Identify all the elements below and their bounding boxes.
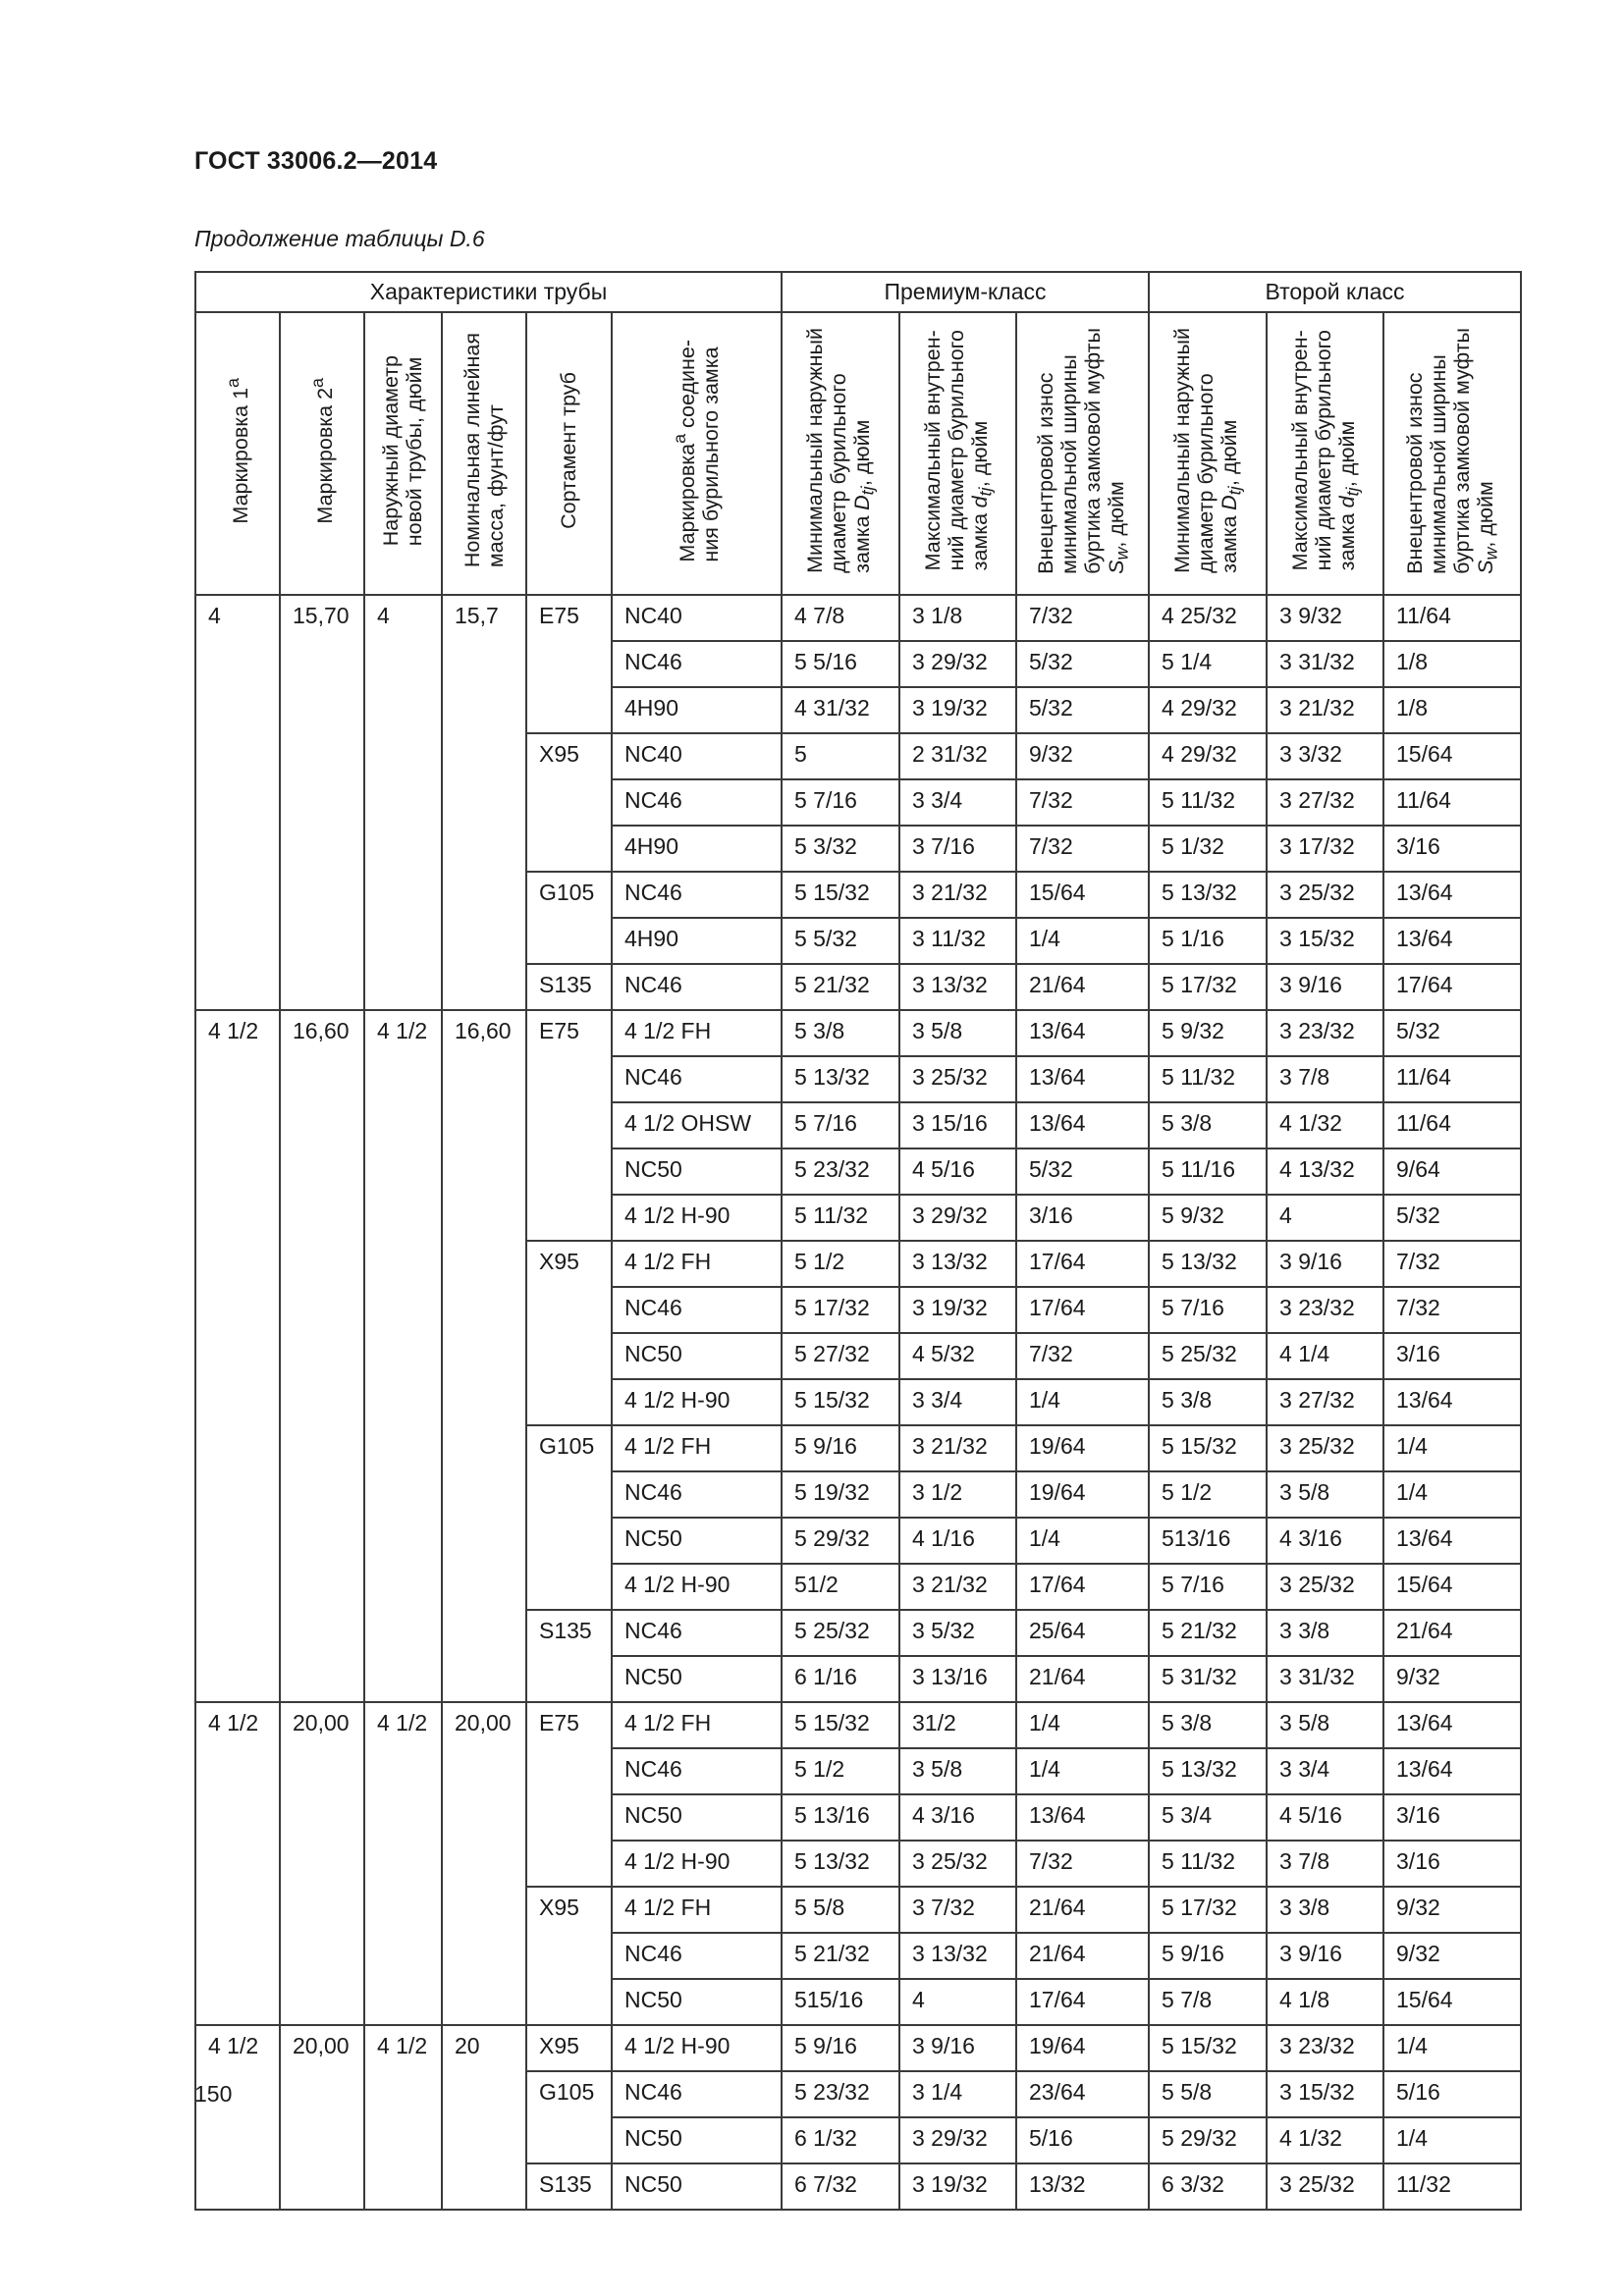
grade-cell: S135 — [526, 1610, 612, 1702]
value-cell: 5 3/8 — [1149, 1379, 1267, 1425]
value-cell: 1/4 — [1016, 1702, 1149, 1748]
value-cell: 4 3/16 — [1267, 1518, 1383, 1564]
data-table — [194, 271, 1522, 2211]
value-cell: 5 13/32 — [1149, 1748, 1267, 1794]
marking-1-cell: 4 1/2 — [195, 2025, 280, 2210]
outer-diameter-cell: 4 1/2 — [364, 1702, 442, 2025]
value-cell: 5 1/2 — [782, 1241, 899, 1287]
outer-diameter-cell: 4 1/2 — [364, 2025, 442, 2210]
value-cell: 1/4 — [1016, 1379, 1149, 1425]
value-cell: 6 1/16 — [782, 1656, 899, 1702]
value-cell: 9/32 — [1383, 1887, 1521, 1933]
value-cell: 5 15/32 — [1149, 2025, 1267, 2071]
value-cell: 1/4 — [1016, 1748, 1149, 1794]
value-cell: 13/64 — [1383, 1518, 1521, 1564]
value-cell: 4 3/16 — [899, 1794, 1016, 1841]
value-cell: 5/32 — [1016, 641, 1149, 687]
marking-2-cell: 16,60 — [280, 1010, 364, 1702]
value-cell: 3 27/32 — [1267, 1379, 1383, 1425]
value-cell: 5 13/32 — [1149, 872, 1267, 918]
value-cell: 3 19/32 — [899, 2163, 1016, 2210]
connection-cell: NC50 — [612, 2117, 782, 2163]
value-cell: 9/32 — [1383, 1933, 1521, 1979]
value-cell: 3 5/32 — [899, 1610, 1016, 1656]
value-cell: 3 29/32 — [899, 641, 1016, 687]
connection-cell: NC50 — [612, 1333, 782, 1379]
value-cell: 513/16 — [1149, 1518, 1267, 1564]
value-cell: 15/64 — [1383, 1979, 1521, 2025]
value-cell: 3 15/32 — [1267, 918, 1383, 964]
column-header: Внецентровой износ минимальной ширины буртика замковой муфты $S_w$, дюйм — [1016, 312, 1149, 595]
value-cell: 3 23/32 — [1267, 1010, 1383, 1056]
value-cell: 11/64 — [1383, 779, 1521, 826]
value-cell: 1/4 — [1016, 1518, 1149, 1564]
value-cell: 5 11/32 — [782, 1195, 899, 1241]
value-cell: 1/4 — [1383, 1471, 1521, 1518]
value-cell: 3 17/32 — [1267, 826, 1383, 872]
value-cell: 5 7/16 — [1149, 1564, 1267, 1610]
value-cell: 5 21/32 — [782, 1933, 899, 1979]
value-cell: 4 1/16 — [899, 1518, 1016, 1564]
value-cell: 19/64 — [1016, 1471, 1149, 1518]
column-header: Наружный диаметр новой трубы, дюйм — [364, 312, 442, 595]
connection-cell: NC46 — [612, 1287, 782, 1333]
value-cell: 3 11/32 — [899, 918, 1016, 964]
value-cell: 5 1/32 — [1149, 826, 1267, 872]
column-header: Минимальный наружный диаметр бурильного замка $D_{tj}$, дюйм — [1149, 312, 1267, 595]
value-cell: 4 5/16 — [899, 1148, 1016, 1195]
value-cell: 6 7/32 — [782, 2163, 899, 2210]
value-cell: 4 5/32 — [899, 1333, 1016, 1379]
marking-1-cell: 4 — [195, 595, 280, 1010]
value-cell: 7/32 — [1016, 1841, 1149, 1887]
value-cell: 3 9/16 — [1267, 1241, 1383, 1287]
connection-cell: 4 1/2 FH — [612, 1010, 782, 1056]
value-cell: 4 — [899, 1979, 1016, 2025]
value-cell: 17/64 — [1016, 1979, 1149, 2025]
value-cell: 6 3/32 — [1149, 2163, 1267, 2210]
connection-cell: 4H90 — [612, 918, 782, 964]
value-cell: 5 19/32 — [782, 1471, 899, 1518]
column-header: Номинальная линейная масса, фунт/фут — [442, 312, 526, 595]
value-cell: 13/64 — [1383, 1748, 1521, 1794]
value-cell: 5/16 — [1016, 2117, 1149, 2163]
value-cell: 5 15/32 — [782, 1379, 899, 1425]
value-cell: 3 13/32 — [899, 964, 1016, 1010]
value-cell: 5 7/8 — [1149, 1979, 1267, 2025]
value-cell: 3 7/8 — [1267, 1841, 1383, 1887]
value-cell: 17/64 — [1383, 964, 1521, 1010]
connection-cell: NC50 — [612, 1979, 782, 2025]
value-cell: 5 9/16 — [782, 2025, 899, 2071]
value-cell: 5 31/32 — [1149, 1656, 1267, 1702]
value-cell: 3 13/16 — [899, 1656, 1016, 1702]
value-cell: 5 1/2 — [1149, 1471, 1267, 1518]
value-cell: 3 25/32 — [1267, 2163, 1383, 2210]
value-cell: 4 29/32 — [1149, 687, 1267, 733]
value-cell: 5 9/16 — [1149, 1933, 1267, 1979]
value-cell: 17/64 — [1016, 1564, 1149, 1610]
connection-cell: NC46 — [612, 779, 782, 826]
value-cell: 13/64 — [1016, 1794, 1149, 1841]
value-cell: 4 7/8 — [782, 595, 899, 641]
value-cell: 3 31/32 — [1267, 1656, 1383, 1702]
value-cell: 3 25/32 — [1267, 1564, 1383, 1610]
linear-mass-cell: 20 — [442, 2025, 526, 2210]
value-cell: 3/16 — [1383, 1333, 1521, 1379]
outer-diameter-cell: 4 — [364, 595, 442, 1010]
value-cell: 13/64 — [1016, 1056, 1149, 1102]
linear-mass-cell: 20,00 — [442, 1702, 526, 2025]
connection-cell: 4 1/2 H-90 — [612, 1564, 782, 1610]
value-cell: 5/32 — [1016, 687, 1149, 733]
grade-cell: G105 — [526, 872, 612, 964]
value-cell: 5 7/16 — [1149, 1287, 1267, 1333]
connection-cell: NC50 — [612, 1518, 782, 1564]
value-cell: 5 11/32 — [1149, 1056, 1267, 1102]
connection-cell: 4 1/2 FH — [612, 1887, 782, 1933]
connection-cell: NC46 — [612, 964, 782, 1010]
value-cell: 3 7/32 — [899, 1887, 1016, 1933]
value-cell: 19/64 — [1016, 2025, 1149, 2071]
value-cell: 5 11/16 — [1149, 1148, 1267, 1195]
value-cell: 21/64 — [1016, 1656, 1149, 1702]
column-header: Сортамент труб — [526, 312, 612, 595]
value-cell: 1/8 — [1383, 641, 1521, 687]
value-cell: 21/64 — [1016, 1887, 1149, 1933]
value-cell: 5 15/32 — [782, 1702, 899, 1748]
value-cell: 5 25/32 — [1149, 1333, 1267, 1379]
page-number: 150 — [194, 2081, 233, 2107]
value-cell: 5 15/32 — [1149, 1425, 1267, 1471]
value-cell: 5 7/16 — [782, 779, 899, 826]
value-cell: 3/16 — [1383, 1841, 1521, 1887]
value-cell: 5 23/32 — [782, 2071, 899, 2117]
value-cell: 4 13/32 — [1267, 1148, 1383, 1195]
connection-cell: 4 1/2 FH — [612, 1702, 782, 1748]
value-cell: 51/2 — [782, 1564, 899, 1610]
value-cell: 13/64 — [1383, 1379, 1521, 1425]
value-cell: 5 5/16 — [782, 641, 899, 687]
value-cell: 13/64 — [1383, 872, 1521, 918]
value-cell: 19/64 — [1016, 1425, 1149, 1471]
value-cell: 3 1/8 — [899, 595, 1016, 641]
value-cell: 3 7/16 — [899, 826, 1016, 872]
linear-mass-cell: 15,7 — [442, 595, 526, 1010]
connection-cell: 4 1/2 FH — [612, 1241, 782, 1287]
table-caption: Продолжение таблицы D.6 — [194, 226, 485, 251]
value-cell: 3 15/32 — [1267, 2071, 1383, 2117]
value-cell: 3 15/16 — [899, 1102, 1016, 1148]
value-cell: 3 3/4 — [899, 779, 1016, 826]
column-header: Минимальный наружный диаметр бурильного замка $D_{tj}$, дюйм — [782, 312, 899, 595]
marking-1-cell: 4 1/2 — [195, 1702, 280, 2025]
value-cell: 3 5/8 — [1267, 1702, 1383, 1748]
grade-cell: S135 — [526, 2163, 612, 2210]
linear-mass-cell: 16,60 — [442, 1010, 526, 1702]
connection-cell: NC46 — [612, 1748, 782, 1794]
table-row — [195, 595, 1521, 641]
value-cell: 3 9/32 — [1267, 595, 1383, 641]
value-cell: 9/64 — [1383, 1148, 1521, 1195]
value-cell: 3 7/8 — [1267, 1056, 1383, 1102]
value-cell: 5 3/8 — [782, 1010, 899, 1056]
value-cell: 21/64 — [1383, 1610, 1521, 1656]
value-cell: 23/64 — [1016, 2071, 1149, 2117]
value-cell: 11/64 — [1383, 595, 1521, 641]
value-cell: 5 21/32 — [1149, 1610, 1267, 1656]
value-cell: 5 1/16 — [1149, 918, 1267, 964]
value-cell: 3 25/32 — [899, 1056, 1016, 1102]
value-cell: 3 21/32 — [899, 872, 1016, 918]
connection-cell: NC46 — [612, 1056, 782, 1102]
value-cell: 5 27/32 — [782, 1333, 899, 1379]
value-cell: 5 15/32 — [782, 872, 899, 918]
value-cell: 1/4 — [1016, 918, 1149, 964]
value-cell: 21/64 — [1016, 964, 1149, 1010]
value-cell: 7/32 — [1383, 1241, 1521, 1287]
value-cell: 5 3/32 — [782, 826, 899, 872]
value-cell: 3 3/32 — [1267, 733, 1383, 779]
value-cell: 5 11/32 — [1149, 1841, 1267, 1887]
value-cell: 5 29/32 — [1149, 2117, 1267, 2163]
marking-2-cell: 20,00 — [280, 1702, 364, 2025]
connection-cell: 4H90 — [612, 687, 782, 733]
marking-2-cell: 15,70 — [280, 595, 364, 1010]
value-cell: 5 29/32 — [782, 1518, 899, 1564]
outer-diameter-cell: 4 1/2 — [364, 1010, 442, 1702]
value-cell: 9/32 — [1383, 1656, 1521, 1702]
value-cell: 3 29/32 — [899, 2117, 1016, 2163]
value-cell: 25/64 — [1016, 1610, 1149, 1656]
value-cell: 5 11/32 — [1149, 779, 1267, 826]
grade-cell: E75 — [526, 1010, 612, 1241]
group-premium-class: Премиум-класс — [782, 272, 1149, 312]
value-cell: 13/64 — [1383, 918, 1521, 964]
value-cell: 5 17/32 — [1149, 964, 1267, 1010]
connection-cell: NC46 — [612, 641, 782, 687]
value-cell: 4 1/4 — [1267, 1333, 1383, 1379]
connection-cell: 4 1/2 H-90 — [612, 1841, 782, 1887]
value-cell: 5 13/32 — [1149, 1241, 1267, 1287]
connection-cell: 4 1/2 H-90 — [612, 1195, 782, 1241]
value-cell: 5 1/2 — [782, 1748, 899, 1794]
connection-cell: NC50 — [612, 1656, 782, 1702]
value-cell: 5 7/16 — [782, 1102, 899, 1148]
value-cell: 15/64 — [1383, 733, 1521, 779]
value-cell: 5/32 — [1383, 1010, 1521, 1056]
value-cell: 4 5/16 — [1267, 1794, 1383, 1841]
value-cell: 5 23/32 — [782, 1148, 899, 1195]
connection-cell: NC46 — [612, 1471, 782, 1518]
grade-cell: E75 — [526, 595, 612, 733]
table-row — [195, 2025, 1521, 2071]
value-cell: 1/4 — [1383, 2025, 1521, 2071]
value-cell: 3 3/4 — [899, 1379, 1016, 1425]
column-header: Максимальный внутрен- ний диаметр бурильного замка $d_{tj}$, дюйм — [1267, 312, 1383, 595]
value-cell: 5 17/32 — [1149, 1887, 1267, 1933]
value-cell: 7/32 — [1016, 779, 1149, 826]
value-cell: 4 29/32 — [1149, 733, 1267, 779]
value-cell: 3 3/4 — [1267, 1748, 1383, 1794]
value-cell: 5 — [782, 733, 899, 779]
value-cell: 13/32 — [1016, 2163, 1149, 2210]
connection-cell: 4H90 — [612, 826, 782, 872]
value-cell: 3 5/8 — [899, 1010, 1016, 1056]
connection-cell: NC50 — [612, 1148, 782, 1195]
value-cell: 3 23/32 — [1267, 1287, 1383, 1333]
value-cell: 11/32 — [1383, 2163, 1521, 2210]
connection-cell: NC46 — [612, 872, 782, 918]
value-cell: 15/64 — [1383, 1564, 1521, 1610]
value-cell: 1/4 — [1383, 1425, 1521, 1471]
value-cell: 3 25/32 — [1267, 1425, 1383, 1471]
value-cell: 5 1/4 — [1149, 641, 1267, 687]
value-cell: 5 5/8 — [782, 1887, 899, 1933]
value-cell: 3 13/32 — [899, 1933, 1016, 1979]
value-cell: 5 9/32 — [1149, 1195, 1267, 1241]
value-cell: 11/64 — [1383, 1056, 1521, 1102]
value-cell: 7/32 — [1383, 1287, 1521, 1333]
value-cell: 7/32 — [1016, 826, 1149, 872]
value-cell: 3 31/32 — [1267, 641, 1383, 687]
value-cell: 3 5/8 — [1267, 1471, 1383, 1518]
connection-cell: NC40 — [612, 595, 782, 641]
value-cell: 515/16 — [782, 1979, 899, 2025]
value-cell: 5 3/4 — [1149, 1794, 1267, 1841]
value-cell: 1/8 — [1383, 687, 1521, 733]
value-cell: 3 5/8 — [899, 1748, 1016, 1794]
grade-cell: G105 — [526, 1425, 612, 1610]
value-cell: 13/64 — [1383, 1702, 1521, 1748]
grade-cell: X95 — [526, 1887, 612, 2025]
value-cell: 2 31/32 — [899, 733, 1016, 779]
connection-cell: 4 1/2 H-90 — [612, 1379, 782, 1425]
value-cell: 5 17/32 — [782, 1287, 899, 1333]
value-cell: 4 1/32 — [1267, 2117, 1383, 2163]
value-cell: 5 5/32 — [782, 918, 899, 964]
connection-cell: NC50 — [612, 1794, 782, 1841]
value-cell: 3 27/32 — [1267, 779, 1383, 826]
connection-cell: NC46 — [612, 1610, 782, 1656]
value-cell: 3 3/8 — [1267, 1610, 1383, 1656]
value-cell: 3 25/32 — [899, 1841, 1016, 1887]
group-pipe-characteristics: Характеристики трубы — [195, 272, 782, 312]
grade-cell: E75 — [526, 1702, 612, 1887]
value-cell: 5 9/32 — [1149, 1010, 1267, 1056]
value-cell: 5 25/32 — [782, 1610, 899, 1656]
value-cell: 5 3/8 — [1149, 1102, 1267, 1148]
grade-cell: X95 — [526, 1241, 612, 1425]
value-cell: 3 9/16 — [1267, 1933, 1383, 1979]
value-cell: 5/32 — [1383, 1195, 1521, 1241]
value-cell: 3 29/32 — [899, 1195, 1016, 1241]
value-cell: 5/32 — [1016, 1148, 1149, 1195]
value-cell: 11/64 — [1383, 1102, 1521, 1148]
value-cell: 3 19/32 — [899, 687, 1016, 733]
marking-1-cell: 4 1/2 — [195, 1010, 280, 1702]
value-cell: 3 21/32 — [899, 1425, 1016, 1471]
value-cell: 4 25/32 — [1149, 595, 1267, 641]
value-cell: 31/2 — [899, 1702, 1016, 1748]
value-cell: 3 21/32 — [899, 1564, 1016, 1610]
connection-cell: 4 1/2 OHSW — [612, 1102, 782, 1148]
column-header: Максимальный внутрен- ний диаметр бурильного замка $d_{tj}$, дюйм — [899, 312, 1016, 595]
table-row — [195, 1010, 1521, 1056]
value-cell: 4 1/8 — [1267, 1979, 1383, 2025]
connection-cell: 4 1/2 H-90 — [612, 2025, 782, 2071]
value-cell: 4 1/32 — [1267, 1102, 1383, 1148]
value-cell: 6 1/32 — [782, 2117, 899, 2163]
value-cell: 7/32 — [1016, 1333, 1149, 1379]
marking-2-cell: 20,00 — [280, 2025, 364, 2210]
value-cell: 5 9/16 — [782, 1425, 899, 1471]
connection-cell: NC46 — [612, 1933, 782, 1979]
value-cell: 21/64 — [1016, 1933, 1149, 1979]
value-cell: 5 13/32 — [782, 1056, 899, 1102]
value-cell: 3 1/4 — [899, 2071, 1016, 2117]
table-row — [195, 1702, 1521, 1748]
value-cell: 3 19/32 — [899, 1287, 1016, 1333]
value-cell: 3 23/32 — [1267, 2025, 1383, 2071]
value-cell: 5 3/8 — [1149, 1702, 1267, 1748]
value-cell: 9/32 — [1016, 733, 1149, 779]
value-cell: 1/4 — [1383, 2117, 1521, 2163]
value-cell: 4 31/32 — [782, 687, 899, 733]
grade-cell: S135 — [526, 964, 612, 1010]
grade-cell: G105 — [526, 2071, 612, 2163]
value-cell: 5/16 — [1383, 2071, 1521, 2117]
value-cell: 17/64 — [1016, 1287, 1149, 1333]
column-header: Маркировка 1$^a$ — [195, 312, 280, 595]
value-cell: 3/16 — [1016, 1195, 1149, 1241]
grade-cell: X95 — [526, 2025, 612, 2071]
value-cell: 13/64 — [1016, 1010, 1149, 1056]
group-second-class: Второй класс — [1149, 272, 1521, 312]
value-cell: 5 5/8 — [1149, 2071, 1267, 2117]
value-cell: 17/64 — [1016, 1241, 1149, 1287]
column-header: Маркировка$^a$ соедине- ния бурильного замка — [612, 312, 782, 595]
column-header: Внецентровой износ минимальной ширины буртика замковой муфты $S_w$, дюйм — [1383, 312, 1521, 595]
value-cell: 5 21/32 — [782, 964, 899, 1010]
value-cell: 3 21/32 — [1267, 687, 1383, 733]
value-cell: 5 13/32 — [782, 1841, 899, 1887]
connection-cell: 4 1/2 FH — [612, 1425, 782, 1471]
connection-cell: NC50 — [612, 2163, 782, 2210]
connection-cell: NC40 — [612, 733, 782, 779]
value-cell: 3 13/32 — [899, 1241, 1016, 1287]
connection-cell: NC46 — [612, 2071, 782, 2117]
value-cell: 7/32 — [1016, 595, 1149, 641]
value-cell: 3 3/8 — [1267, 1887, 1383, 1933]
value-cell: 3 9/16 — [899, 2025, 1016, 2071]
value-cell: 5 13/16 — [782, 1794, 899, 1841]
document-title: ГОСТ 33006.2—2014 — [194, 147, 438, 175]
value-cell: 3/16 — [1383, 1794, 1521, 1841]
column-header: Маркировка 2$^a$ — [280, 312, 364, 595]
value-cell: 15/64 — [1016, 872, 1149, 918]
grade-cell: X95 — [526, 733, 612, 872]
value-cell: 3/16 — [1383, 826, 1521, 872]
value-cell: 3 9/16 — [1267, 964, 1383, 1010]
value-cell: 4 — [1267, 1195, 1383, 1241]
value-cell: 3 25/32 — [1267, 872, 1383, 918]
value-cell: 13/64 — [1016, 1102, 1149, 1148]
value-cell: 3 1/2 — [899, 1471, 1016, 1518]
